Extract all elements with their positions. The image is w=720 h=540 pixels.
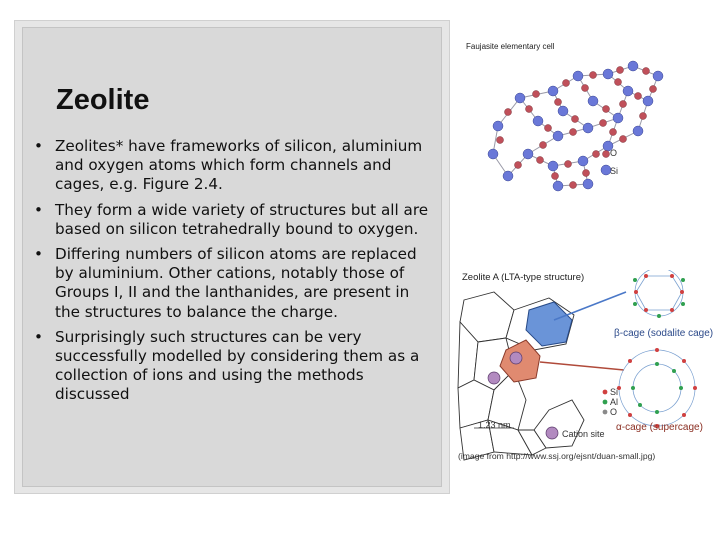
beta-cage-pointer bbox=[554, 292, 626, 320]
faujasite-legend-si: Si bbox=[610, 166, 619, 176]
bullet-item: • Surprisingly such structures can be very successfully modelled by considering them as a collection of ions and using the methods discussed bbox=[34, 328, 430, 405]
bullet-list bbox=[34, 137, 430, 411]
image-source-caption: (image from http://www.ssj.org/ejsnt/duan-small.jpg) bbox=[458, 451, 656, 461]
bullet-item: • Zeolites* have frameworks of silicon, aluminium and oxygen atoms which form channels and cages, e.g. Figure 2.4. bbox=[34, 137, 430, 195]
alpha-cage-pointer bbox=[540, 362, 624, 370]
legend-si-label: Si bbox=[610, 387, 619, 397]
oxygen-legend-dot bbox=[603, 151, 610, 158]
bullet-item: • Differing numbers of silicon atoms are replaced by aluminium. Other cations, notably those of Groups I, II and the lanthanides, are present in the structures to balance the charge. bbox=[34, 245, 430, 322]
slide-title: Zeolite bbox=[56, 84, 150, 116]
al-legend-dot bbox=[603, 400, 608, 405]
zeolite-a-figure-title: Zeolite A (LTA-type structure) bbox=[462, 272, 585, 283]
bullet-item: • They form a wide variety of structures but all are based on silicon tetrahedrally bound to oxygen. bbox=[34, 201, 430, 239]
faujasite-legend-o: O bbox=[610, 148, 618, 158]
scale-label: 1.23 nm bbox=[478, 420, 511, 430]
faujasite-figure-title: Faujasite elementary cell bbox=[466, 42, 555, 51]
alpha-cage-label: α-cage (supercage) bbox=[616, 422, 703, 433]
legend-al-label: Al bbox=[610, 397, 619, 407]
beta-cage-label: β-cage (sodalite cage) bbox=[614, 328, 714, 339]
o-legend-dot bbox=[603, 410, 608, 415]
si-legend-dot bbox=[603, 390, 608, 395]
cation-legend-dot bbox=[546, 427, 558, 439]
cation-site-label: Cation site bbox=[562, 429, 605, 439]
cation-site-dot bbox=[510, 352, 522, 364]
legend-o-label: O bbox=[610, 407, 618, 417]
faujasite-cell-image bbox=[458, 36, 708, 206]
